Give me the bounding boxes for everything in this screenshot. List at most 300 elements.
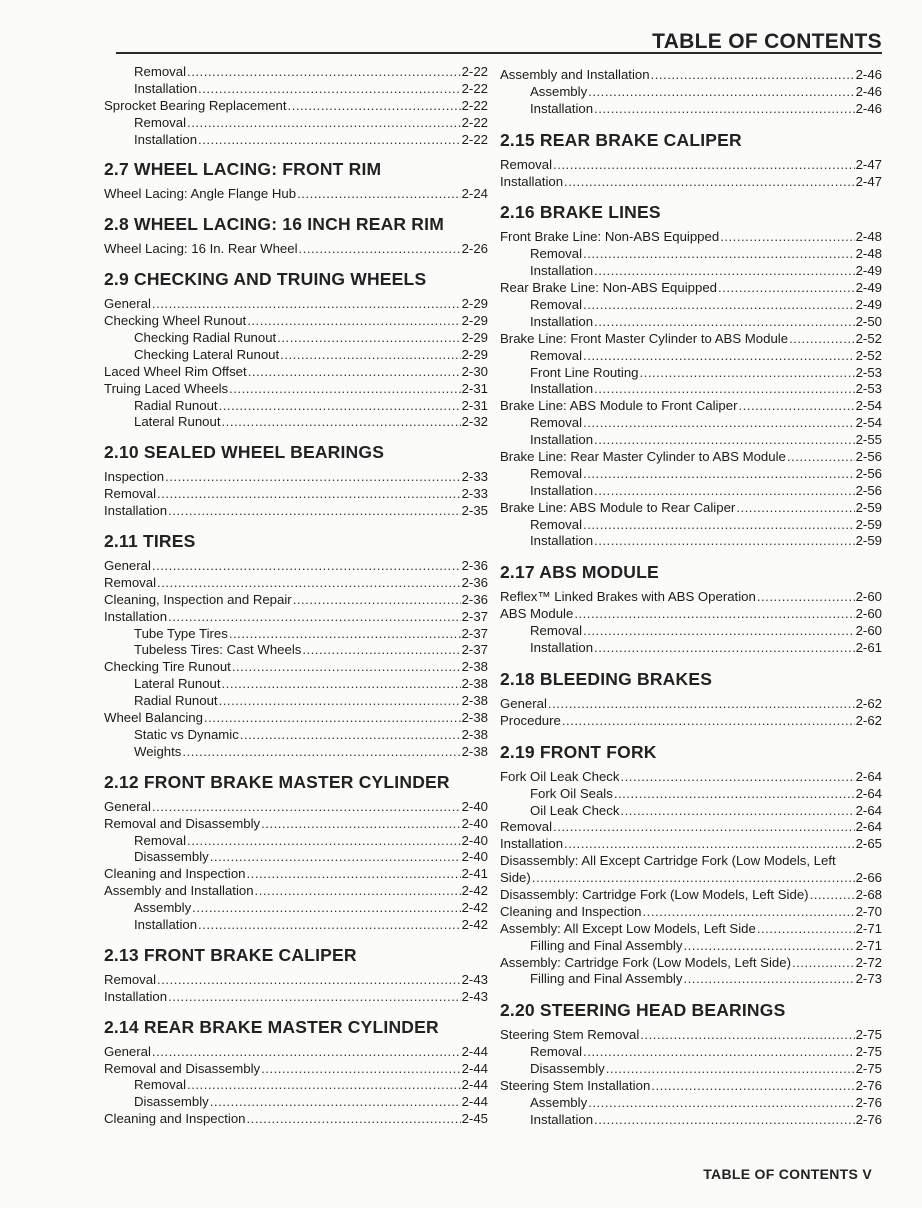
toc-entry[interactable] xyxy=(500,713,882,730)
dot-leader xyxy=(588,1095,854,1112)
page-number: 2-38 xyxy=(461,676,488,692)
toc-subentry[interactable] xyxy=(500,415,882,432)
page-number: 2-70 xyxy=(855,903,882,919)
toc-entry[interactable] xyxy=(500,157,882,174)
entry-label: Installation xyxy=(530,432,594,448)
entry-label: Wheel Lacing: 16 In. Rear Wheel xyxy=(104,241,298,257)
entry-label: Installation xyxy=(530,263,594,279)
toc-entry[interactable] xyxy=(500,589,882,606)
dot-leader xyxy=(651,67,855,84)
page-number: 2-49 xyxy=(855,263,882,279)
entry-label: Disassembly xyxy=(134,849,209,865)
toc-entry[interactable] xyxy=(104,972,488,989)
section-heading: 2.12 FRONT BRAKE MASTER CYLINDER xyxy=(104,771,450,792)
dot-leader xyxy=(204,710,461,727)
toc-entry[interactable] xyxy=(500,769,882,786)
page-footer: TABLE OF CONTENTS V xyxy=(703,1166,872,1182)
toc-entry[interactable] xyxy=(500,280,882,297)
toc-entry[interactable] xyxy=(500,819,882,836)
entry-label: Removal xyxy=(104,971,157,987)
dot-leader xyxy=(620,803,854,820)
toc-entry[interactable] xyxy=(104,558,488,575)
entry-label: Front Brake Line: Non-ABS Equipped xyxy=(500,229,720,245)
dot-leader xyxy=(564,836,855,853)
page-number: 2-33 xyxy=(461,469,488,485)
toc-right-column xyxy=(500,67,882,1129)
page-number: 2-64 xyxy=(855,768,882,784)
entry-label: Installation xyxy=(530,533,594,549)
toc-entry[interactable] xyxy=(500,449,882,466)
dot-leader xyxy=(222,414,461,431)
page-number: 2-71 xyxy=(855,920,882,936)
entry-label: Inspection xyxy=(104,469,165,485)
toc-subentry[interactable] xyxy=(500,1095,882,1112)
page-number: 2-49 xyxy=(855,297,882,313)
entry-label: Cleaning and Inspection xyxy=(500,903,642,919)
entry-label: Removal xyxy=(530,623,583,639)
page-number: 2-50 xyxy=(855,313,882,329)
entry-label: Installation xyxy=(530,482,594,498)
page-number: 2-56 xyxy=(855,449,882,465)
entry-label: Assembly xyxy=(530,1094,588,1110)
toc-subentry[interactable] xyxy=(500,297,882,314)
page-number: 2-47 xyxy=(855,173,882,189)
page-number: 2-52 xyxy=(855,330,882,346)
page-number: 2-22 xyxy=(461,131,488,147)
dot-leader xyxy=(247,313,460,330)
dot-leader xyxy=(247,866,461,883)
page-number: 2-59 xyxy=(855,499,882,515)
toc-entry[interactable] xyxy=(104,186,488,203)
entry-label: Steering Stem Installation xyxy=(500,1077,651,1093)
page-number: 2-60 xyxy=(855,623,882,639)
entry-label: Installation xyxy=(530,313,594,329)
dot-leader xyxy=(583,415,855,432)
dot-leader xyxy=(261,1061,460,1078)
toc-subentry[interactable] xyxy=(500,101,882,118)
toc-subentry[interactable] xyxy=(500,483,882,500)
page-number: 2-29 xyxy=(461,330,488,346)
page-number: 2-64 xyxy=(855,802,882,818)
page-number: 2-40 xyxy=(461,849,488,865)
dot-leader xyxy=(198,81,461,98)
entry-label: Installation xyxy=(104,988,168,1004)
dot-leader xyxy=(583,466,855,483)
dot-leader xyxy=(255,883,461,900)
page-number: 2-42 xyxy=(461,900,488,916)
entry-label: ABS Module xyxy=(500,606,574,622)
section-heading: 2.13 FRONT BRAKE CALIPER xyxy=(104,944,357,965)
toc-subentry[interactable] xyxy=(104,676,488,693)
toc-entry[interactable] xyxy=(104,381,488,398)
toc-subentry[interactable] xyxy=(500,938,882,955)
entry-label: Brake Line: Front Master Cylinder to ABS Module xyxy=(500,330,789,346)
toc-entry[interactable] xyxy=(500,1027,882,1044)
dot-leader xyxy=(198,132,461,149)
toc-entry[interactable] xyxy=(500,904,882,921)
entry-label: Removal xyxy=(104,486,157,502)
page-number: 2-38 xyxy=(461,726,488,742)
toc-entry[interactable] xyxy=(104,469,488,486)
dot-leader xyxy=(594,263,855,280)
page-number: 2-38 xyxy=(461,693,488,709)
toc-entry[interactable] xyxy=(500,500,882,517)
entry-label: Installation xyxy=(104,608,168,624)
toc-subentry[interactable] xyxy=(500,786,882,803)
page-number: 2-30 xyxy=(461,363,488,379)
toc-entry[interactable] xyxy=(104,592,488,609)
dot-leader xyxy=(168,503,461,520)
page-number: 2-64 xyxy=(855,819,882,835)
entry-label: Installation xyxy=(134,80,198,96)
dot-leader xyxy=(210,849,461,866)
entry-label: Installation xyxy=(530,1111,594,1127)
entry-label-line: Disassembly: All Except Cartridge Fork (Low Models, Left xyxy=(500,853,836,869)
dot-leader xyxy=(643,904,855,921)
entry-label: Wheel Lacing: Angle Flange Hub xyxy=(104,186,297,202)
entry-label: Installation xyxy=(530,381,594,397)
page-number: 2-46 xyxy=(855,83,882,99)
page-number: 2-40 xyxy=(461,832,488,848)
toc-subentry[interactable] xyxy=(104,642,488,659)
entry-label: Removal xyxy=(530,516,583,532)
dot-leader xyxy=(187,115,461,132)
toc-subentry[interactable] xyxy=(104,1094,488,1111)
toc-subentry[interactable] xyxy=(104,330,488,347)
entry-label: Removal xyxy=(134,114,187,130)
toc-entry[interactable] xyxy=(500,67,882,84)
page-number: 2-54 xyxy=(855,415,882,431)
page-number: 2-76 xyxy=(855,1094,882,1110)
section-heading: 2.8 WHEEL LACING: 16 INCH REAR RIM xyxy=(104,214,444,235)
toc-entry[interactable] xyxy=(104,364,488,381)
toc-subentry[interactable] xyxy=(500,971,882,988)
toc-subentry[interactable] xyxy=(500,623,882,640)
dot-leader xyxy=(594,432,855,449)
page-number: 2-59 xyxy=(855,533,882,549)
entry-label: Fork Oil Seals xyxy=(530,785,613,801)
entry-label: Side) xyxy=(500,870,531,886)
entry-label: General xyxy=(500,695,547,711)
dot-leader xyxy=(736,500,854,517)
dot-leader xyxy=(562,713,855,730)
section-heading: 2.9 CHECKING AND TRUING WHEELS xyxy=(104,269,427,290)
toc-entry[interactable] xyxy=(104,609,488,626)
page-number: 2-46 xyxy=(855,100,882,116)
entry-label: Removal xyxy=(530,246,583,262)
toc-subentry[interactable] xyxy=(500,803,882,820)
toc-entry[interactable] xyxy=(104,883,488,900)
toc-subentry[interactable] xyxy=(500,365,882,382)
page-number: 2-46 xyxy=(855,67,882,82)
toc-entry[interactable] xyxy=(104,241,488,258)
dot-leader xyxy=(219,693,461,710)
page-number: 2-22 xyxy=(461,97,488,113)
toc-subentry[interactable] xyxy=(500,263,882,280)
toc-entry[interactable] xyxy=(104,816,488,833)
entry-label: Checking Lateral Runout xyxy=(134,346,280,362)
page-number: 2-44 xyxy=(461,1043,488,1059)
toc-subentry[interactable] xyxy=(500,466,882,483)
page-number: 2-29 xyxy=(461,313,488,329)
dot-leader xyxy=(165,469,460,486)
page-number: 2-41 xyxy=(461,866,488,882)
toc-entry[interactable] xyxy=(500,229,882,246)
dot-leader xyxy=(168,989,461,1006)
section-heading: 2.15 REAR BRAKE CALIPER xyxy=(500,129,742,150)
toc-subentry[interactable] xyxy=(500,348,882,365)
toc-entry[interactable] xyxy=(104,575,488,592)
dot-leader xyxy=(594,101,855,118)
toc-subentry[interactable] xyxy=(104,1077,488,1094)
toc-subentry[interactable] xyxy=(104,132,488,149)
entry-label: Removal xyxy=(530,415,583,431)
entry-label: Removal xyxy=(134,832,187,848)
dot-leader xyxy=(683,938,854,955)
dot-leader xyxy=(168,609,461,626)
dot-leader xyxy=(583,246,855,263)
toc-subentry[interactable] xyxy=(104,744,488,761)
toc-entry[interactable] xyxy=(104,866,488,883)
toc-entry[interactable] xyxy=(104,1044,488,1061)
page-number: 2-53 xyxy=(855,381,882,397)
toc-entry[interactable] xyxy=(104,710,488,727)
toc-subentry[interactable] xyxy=(104,347,488,364)
entry-label: Checking Wheel Runout xyxy=(104,313,247,329)
page-number: 2-65 xyxy=(855,836,882,852)
toc-entry[interactable] xyxy=(500,836,882,853)
entry-label: Brake Line: ABS Module to Front Caliper xyxy=(500,398,738,414)
dot-leader xyxy=(157,972,461,989)
toc-subentry[interactable] xyxy=(104,833,488,850)
entry-label: Assembly: Cartridge Fork (Low Models, Left Side) xyxy=(500,954,791,970)
dot-leader xyxy=(277,330,460,347)
toc-subentry[interactable] xyxy=(500,314,882,331)
toc-entry[interactable] xyxy=(500,1078,882,1095)
entry-label: Truing Laced Wheels xyxy=(104,380,229,396)
dot-leader xyxy=(594,483,855,500)
page-number: 2-42 xyxy=(461,883,488,899)
toc-subentry[interactable] xyxy=(500,246,882,263)
page-title: TABLE OF CONTENTS xyxy=(652,30,882,53)
dot-leader xyxy=(583,348,855,365)
entry-label: Installation xyxy=(134,131,198,147)
page-number: 2-76 xyxy=(855,1077,882,1093)
entry-label: Assembly and Installation xyxy=(104,883,254,899)
page-number: 2-43 xyxy=(461,971,488,987)
entry-label: Disassembly xyxy=(134,1094,209,1110)
section-heading: 2.18 BLEEDING BRAKES xyxy=(500,668,713,689)
dot-leader xyxy=(640,365,855,382)
entry-label: Removal xyxy=(134,64,187,79)
toc-entry[interactable] xyxy=(500,955,882,972)
entry-label: Lateral Runout xyxy=(134,414,221,430)
page-number: 2-37 xyxy=(461,642,488,658)
page-number: 2-72 xyxy=(855,954,882,970)
toc-subentry[interactable] xyxy=(500,517,882,534)
page-number: 2-37 xyxy=(461,625,488,641)
page-number: 2-76 xyxy=(855,1111,882,1127)
dot-leader xyxy=(594,533,855,550)
dot-leader xyxy=(229,626,461,643)
page-number: 2-60 xyxy=(855,606,882,622)
toc-entry[interactable] xyxy=(104,503,488,520)
entry-label: Removal xyxy=(530,1044,583,1060)
entry-label: Removal xyxy=(134,1077,187,1093)
toc-subentry[interactable] xyxy=(104,115,488,132)
page-number: 2-22 xyxy=(461,64,488,79)
toc-entry[interactable] xyxy=(500,696,882,713)
entry-label: Installation xyxy=(500,836,564,852)
toc-subentry[interactable] xyxy=(104,693,488,710)
dot-leader xyxy=(720,229,854,246)
page-number: 2-29 xyxy=(461,346,488,362)
toc-entry[interactable] xyxy=(104,989,488,1006)
entry-label: Cleaning, Inspection and Repair xyxy=(104,591,292,607)
toc-subentry[interactable] xyxy=(104,626,488,643)
dot-leader xyxy=(757,589,855,606)
toc-entry[interactable] xyxy=(500,331,882,348)
entry-label: Installation xyxy=(530,640,594,656)
dot-leader xyxy=(583,297,855,314)
dot-leader xyxy=(152,1044,461,1061)
entry-label: Brake Line: ABS Module to Rear Caliper xyxy=(500,499,736,515)
toc-subentry[interactable] xyxy=(104,917,488,934)
dot-leader xyxy=(192,900,460,917)
dot-leader xyxy=(640,1027,854,1044)
dot-leader xyxy=(718,280,855,297)
page-number: 2-62 xyxy=(855,695,882,711)
section-heading: 2.19 FRONT FORK xyxy=(500,741,657,762)
entry-label: Laced Wheel Rim Offset xyxy=(104,363,247,379)
toc-subentry[interactable] xyxy=(104,398,488,415)
page-number: 2-54 xyxy=(855,398,882,414)
dot-leader xyxy=(152,296,461,313)
toc-entry[interactable] xyxy=(500,606,882,623)
dot-leader xyxy=(583,1044,855,1061)
toc-entry[interactable] xyxy=(104,799,488,816)
toc-entry[interactable] xyxy=(104,98,488,115)
page-number: 2-59 xyxy=(855,516,882,532)
dot-leader xyxy=(157,486,461,503)
toc-entry[interactable] xyxy=(500,921,882,938)
toc-subentry[interactable] xyxy=(500,1061,882,1078)
dot-leader xyxy=(594,314,855,331)
dot-leader xyxy=(232,659,461,676)
dot-leader xyxy=(594,381,855,398)
dot-leader xyxy=(247,1111,461,1128)
entry-label: Lateral Runout xyxy=(134,676,221,692)
entry-label: Radial Runout xyxy=(134,693,218,709)
toc-subentry[interactable] xyxy=(104,81,488,98)
entry-label: Cleaning and Inspection xyxy=(104,1111,246,1127)
dot-leader xyxy=(240,727,461,744)
toc-subentry[interactable] xyxy=(500,432,882,449)
dot-leader xyxy=(210,1094,461,1111)
toc-subentry[interactable] xyxy=(500,381,882,398)
dot-leader xyxy=(574,606,854,623)
entry-label: Procedure xyxy=(500,712,561,728)
page-number: 2-64 xyxy=(855,785,882,801)
section-heading: 2.16 BRAKE LINES xyxy=(500,202,661,223)
toc-subentry[interactable] xyxy=(104,900,488,917)
section-heading: 2.7 WHEEL LACING: FRONT RIM xyxy=(104,159,382,180)
toc-subentry[interactable] xyxy=(104,64,488,81)
toc-entry[interactable] xyxy=(104,1111,488,1128)
dot-leader xyxy=(280,347,460,364)
toc-entry[interactable] xyxy=(104,1061,488,1078)
entry-label: Radial Runout xyxy=(134,397,218,413)
dot-leader xyxy=(789,331,855,348)
entry-label: Removal xyxy=(530,465,583,481)
entry-label: Static vs Dynamic xyxy=(134,726,239,742)
page-number: 2-29 xyxy=(461,296,488,312)
section-heading: 2.17 ABS MODULE xyxy=(500,562,659,583)
entry-label: Assembly and Installation xyxy=(500,67,650,82)
toc-left-column xyxy=(104,64,488,1128)
entry-continuation xyxy=(500,870,882,887)
page-number: 2-56 xyxy=(855,482,882,498)
toc-subentry[interactable] xyxy=(500,1112,882,1129)
dot-leader xyxy=(651,1078,854,1095)
toc-entry[interactable] xyxy=(104,296,488,313)
page-number: 2-24 xyxy=(461,186,488,202)
dot-leader xyxy=(297,186,461,203)
toc-subentry[interactable] xyxy=(104,849,488,866)
toc-entry[interactable] xyxy=(500,853,882,887)
page-number: 2-36 xyxy=(461,591,488,607)
toc-subentry[interactable] xyxy=(500,640,882,657)
entry-label: Disassembly: Cartridge Fork (Low Models, Left Side) xyxy=(500,886,809,902)
dot-leader xyxy=(620,769,854,786)
dot-leader xyxy=(288,98,461,115)
page-number: 2-44 xyxy=(461,1077,488,1093)
toc-subentry[interactable] xyxy=(500,533,882,550)
page-number: 2-45 xyxy=(461,1111,488,1127)
entry-label: Steering Stem Removal xyxy=(500,1027,640,1043)
section-heading: 2.14 REAR BRAKE MASTER CYLINDER xyxy=(104,1016,439,1037)
dot-leader xyxy=(157,575,461,592)
dot-leader xyxy=(222,676,461,693)
toc-entry[interactable] xyxy=(500,887,882,904)
page-number: 2-68 xyxy=(855,886,882,902)
dot-leader xyxy=(614,786,855,803)
toc-subentry[interactable] xyxy=(500,1044,882,1061)
toc-entry[interactable] xyxy=(500,174,882,191)
entry-label: Reflex™ Linked Brakes with ABS Operation xyxy=(500,589,756,605)
dot-leader xyxy=(198,917,461,934)
page-number: 2-56 xyxy=(855,465,882,481)
toc-subentry[interactable] xyxy=(104,727,488,744)
dot-leader xyxy=(187,1077,461,1094)
page-number: 2-40 xyxy=(461,798,488,814)
entry-label: Removal and Disassembly xyxy=(104,1060,261,1076)
dot-leader xyxy=(739,398,855,415)
toc-subentry[interactable] xyxy=(104,414,488,431)
toc-subentry[interactable] xyxy=(500,84,882,101)
page-number: 2-26 xyxy=(461,241,488,257)
page-number: 2-36 xyxy=(461,558,488,574)
toc-entry[interactable] xyxy=(104,313,488,330)
dot-leader xyxy=(594,1112,855,1129)
toc-entry[interactable] xyxy=(104,486,488,503)
entry-label: Assembly xyxy=(134,900,192,916)
entry-label: Disassembly xyxy=(530,1061,605,1077)
dot-leader xyxy=(564,174,855,191)
toc-entry[interactable] xyxy=(500,398,882,415)
toc-entry[interactable] xyxy=(104,659,488,676)
page-number: 2-44 xyxy=(461,1060,488,1076)
